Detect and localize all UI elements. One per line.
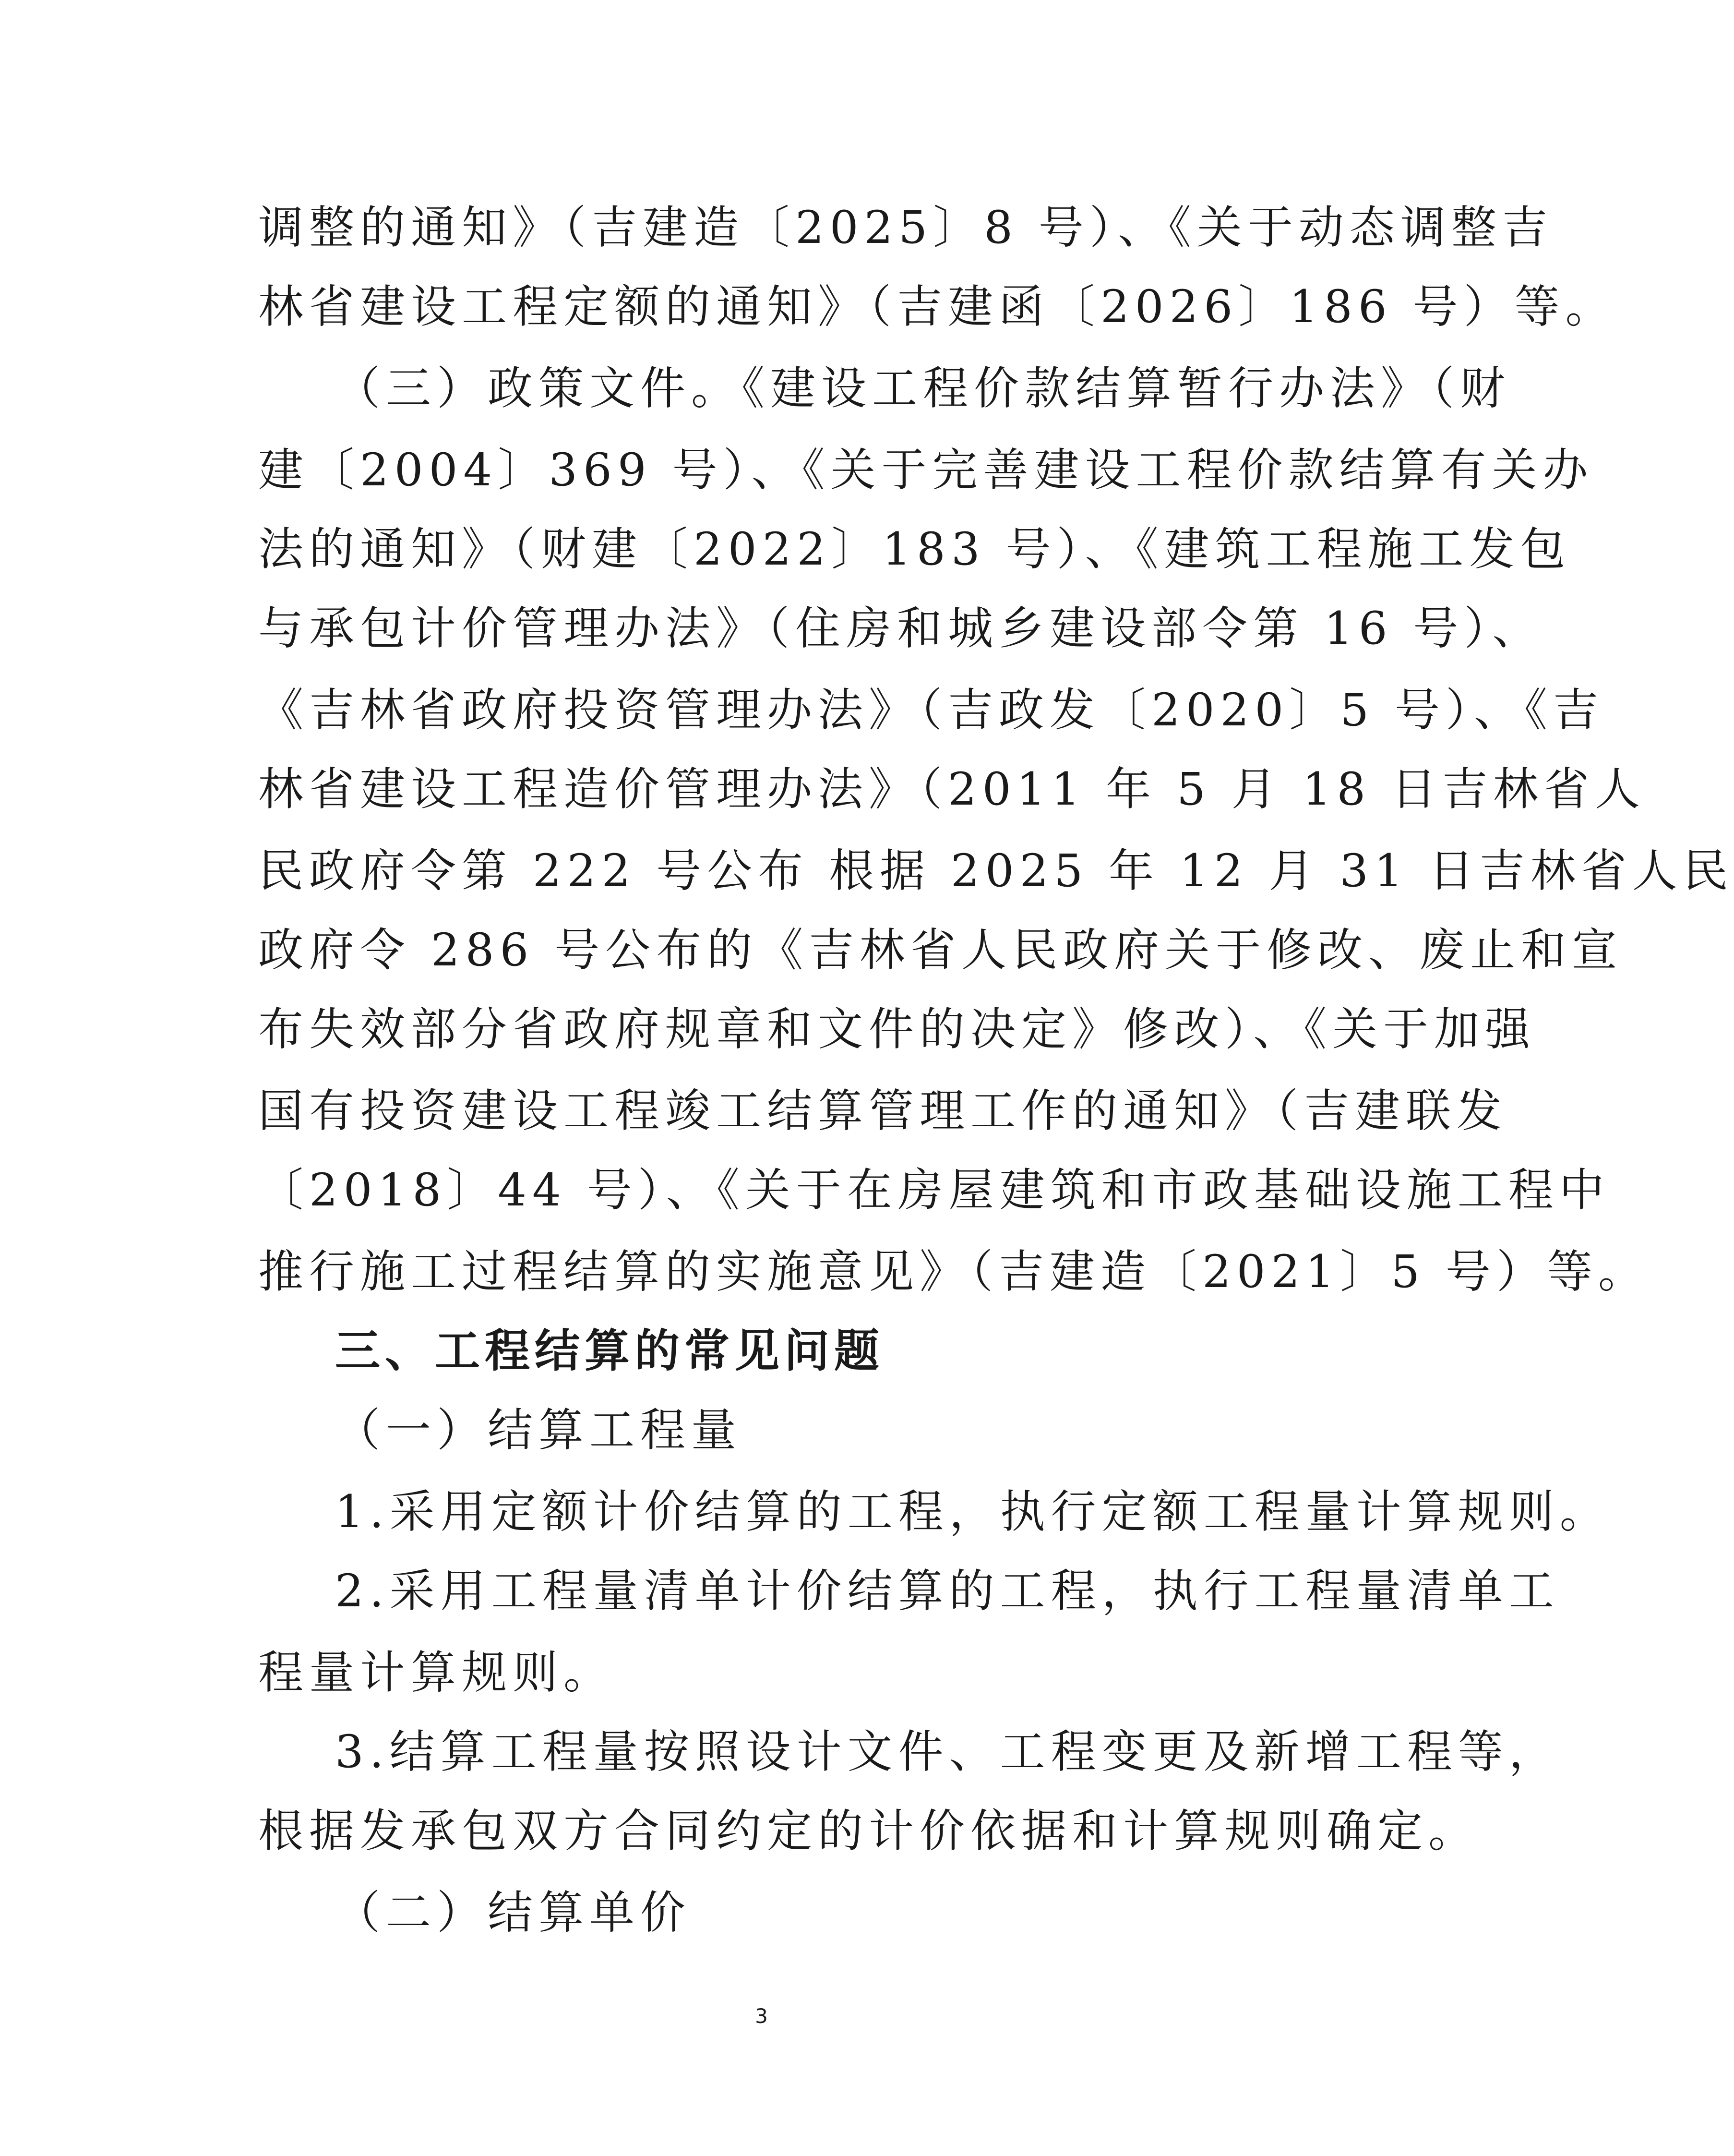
body-text-line: 《吉林省政府投资管理办法》（吉政发〔2020〕5 号）、《吉: [258, 684, 1604, 736]
subsection-heading: （一）结算工程量: [335, 1404, 742, 1457]
list-item: 1.采用定额计价结算的工程，执行定额工程量计算规则。: [335, 1486, 1611, 1538]
section-heading: 三、工程结算的常见问题: [335, 1325, 885, 1377]
list-item: 2.采用工程量清单计价结算的工程，执行工程量清单工: [335, 1565, 1560, 1617]
body-text-line: 国有投资建设工程竣工结算管理工作的通知》（吉建联发: [258, 1085, 1508, 1137]
body-text-line: 法的通知》（财建〔2022〕183 号）、《建筑工程施工发包: [258, 523, 1571, 576]
body-text-line: 布失效部分省政府规章和文件的决定》修改）、《关于加强: [258, 1003, 1536, 1056]
subsection-heading: （二）结算单价: [335, 1887, 692, 1939]
body-text-line: 建〔2004〕369 号）、《关于完善建设工程价款结算有关办: [258, 444, 1594, 496]
list-item-continuation: 根据发承包双方合同约定的计价依据和计算规则确定。: [258, 1805, 1480, 1857]
body-text-line: 民政府令第 222 号公布 根据 2025 年 12 月 31 日吉林省人民: [258, 845, 1734, 897]
body-text-line: 政府令 286 号公布的《吉林省人民政府关于修改、废止和宣: [258, 924, 1623, 976]
body-text-line: 与承包计价管理办法》（住房和城乡建设部令第 16 号）、: [258, 602, 1543, 655]
body-text-line: 推行施工过程结算的实施意见》（吉建造〔2021〕5 号）等。: [258, 1246, 1649, 1298]
body-text-line: 林省建设工程造价管理办法》（2011 年 5 月 18 日吉林省人: [258, 763, 1646, 816]
list-item-continuation: 程量计算规则。: [258, 1647, 615, 1699]
page-number: 3: [755, 2004, 768, 2028]
body-text-line: 林省建设工程定额的通知》（吉建函〔2026〕186 号）等。: [258, 281, 1616, 333]
section-paragraph-start: （三）政策文件。《建设工程价款结算暂行办法》（财: [335, 362, 1511, 415]
body-text-line: 调整的通知》（吉建造〔2025〕8 号）、《关于动态调整吉: [258, 202, 1553, 254]
list-item: 3.结算工程量按照设计文件、工程变更及新增工程等，: [335, 1726, 1560, 1778]
body-text-line: 〔2018〕44 号）、《关于在房屋建筑和市政基础设施工程中: [258, 1164, 1610, 1217]
